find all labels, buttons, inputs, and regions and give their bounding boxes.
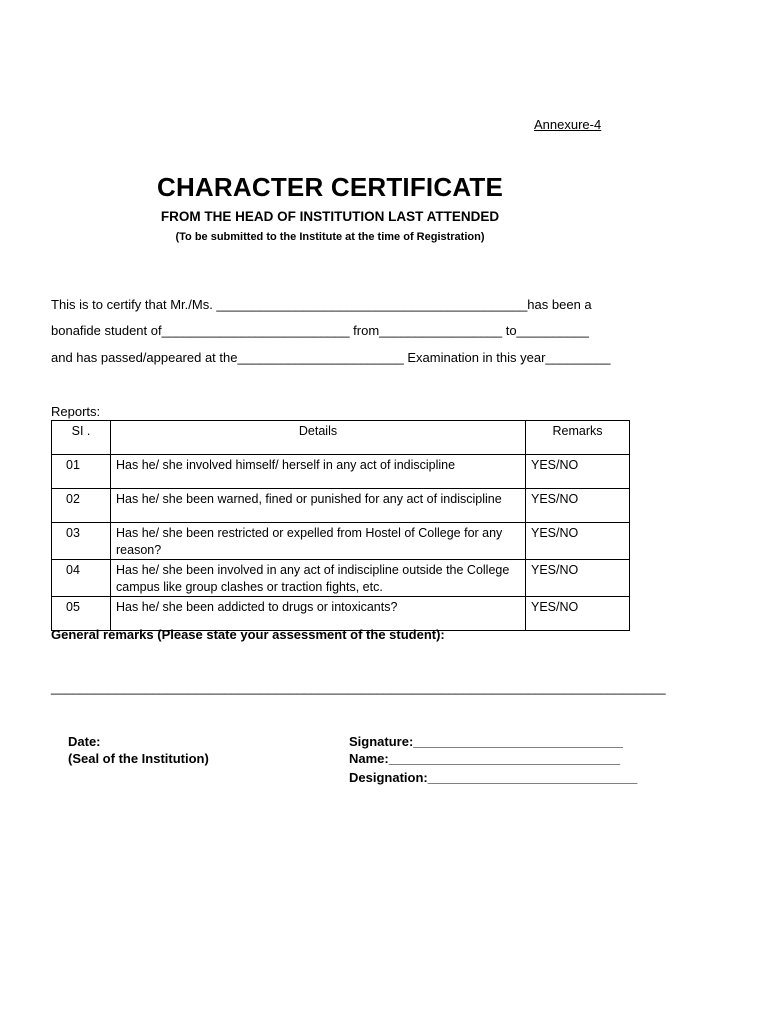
submission-note: (To be submitted to the Institute at the time of Registration) <box>175 231 485 243</box>
seal-label: (Seal of the Institution) <box>68 751 209 766</box>
certify-line-1: This is to certify that Mr./Ms. ___________________________________________has been a <box>51 297 592 312</box>
table-row <box>52 597 630 631</box>
table-header-row <box>52 421 630 455</box>
row-sl: 01 <box>52 455 111 489</box>
row-remarks: YES/NO <box>526 597 630 631</box>
row-details: Has he/ she been involved in any act of indiscipline outside the College campus like group clashes or traction fights, etc. <box>111 560 526 597</box>
page-subtitle: FROM THE HEAD OF INSTITUTION LAST ATTENDED <box>160 209 500 224</box>
designation-field: Designation:_____________________________ <box>349 770 638 785</box>
row-details: Has he/ she been restricted or expelled from Hostel of College for any reason? <box>111 523 526 560</box>
annexure-label: Annexure-4 <box>534 117 602 132</box>
table-row <box>52 523 630 560</box>
general-remarks-label: General remarks (Please state your assessment of the student): <box>51 627 445 642</box>
table-row <box>52 455 630 489</box>
row-remarks: YES/NO <box>526 523 630 560</box>
row-remarks: YES/NO <box>526 489 630 523</box>
row-sl: 03 <box>52 523 111 560</box>
row-remarks: YES/NO <box>526 455 630 489</box>
row-details: Has he/ she been warned, fined or punished for any act of indiscipline <box>111 489 526 523</box>
row-sl: 05 <box>52 597 111 631</box>
header-sl: SI . <box>52 421 111 455</box>
name-field: Name:________________________________ <box>349 751 621 766</box>
certify-line-2: bonafide student of__________________________ from_________________ to__________ <box>51 323 589 338</box>
row-sl: 02 <box>52 489 111 523</box>
row-details: Has he/ she involved himself/ herself in any act of indiscipline <box>111 455 526 489</box>
header-remarks: Remarks <box>526 421 630 455</box>
row-details: Has he/ she been addicted to drugs or intoxicants? <box>111 597 526 631</box>
signature-field: Signature:_____________________________ <box>349 734 623 749</box>
remarks-blank-line: _____________________________________________________________________________________ <box>51 680 666 695</box>
reports-table <box>51 420 630 631</box>
date-label: Date: <box>68 734 101 749</box>
table-row <box>52 560 630 597</box>
row-sl: 04 <box>52 560 111 597</box>
page-title: CHARACTER CERTIFICATE <box>156 172 504 202</box>
table-row <box>52 489 630 523</box>
header-details: Details <box>111 421 526 455</box>
row-remarks: YES/NO <box>526 560 630 597</box>
certify-line-3: and has passed/appeared at the_______________________ Examination in this year_________ <box>51 350 611 365</box>
reports-label: Reports: <box>51 404 101 419</box>
